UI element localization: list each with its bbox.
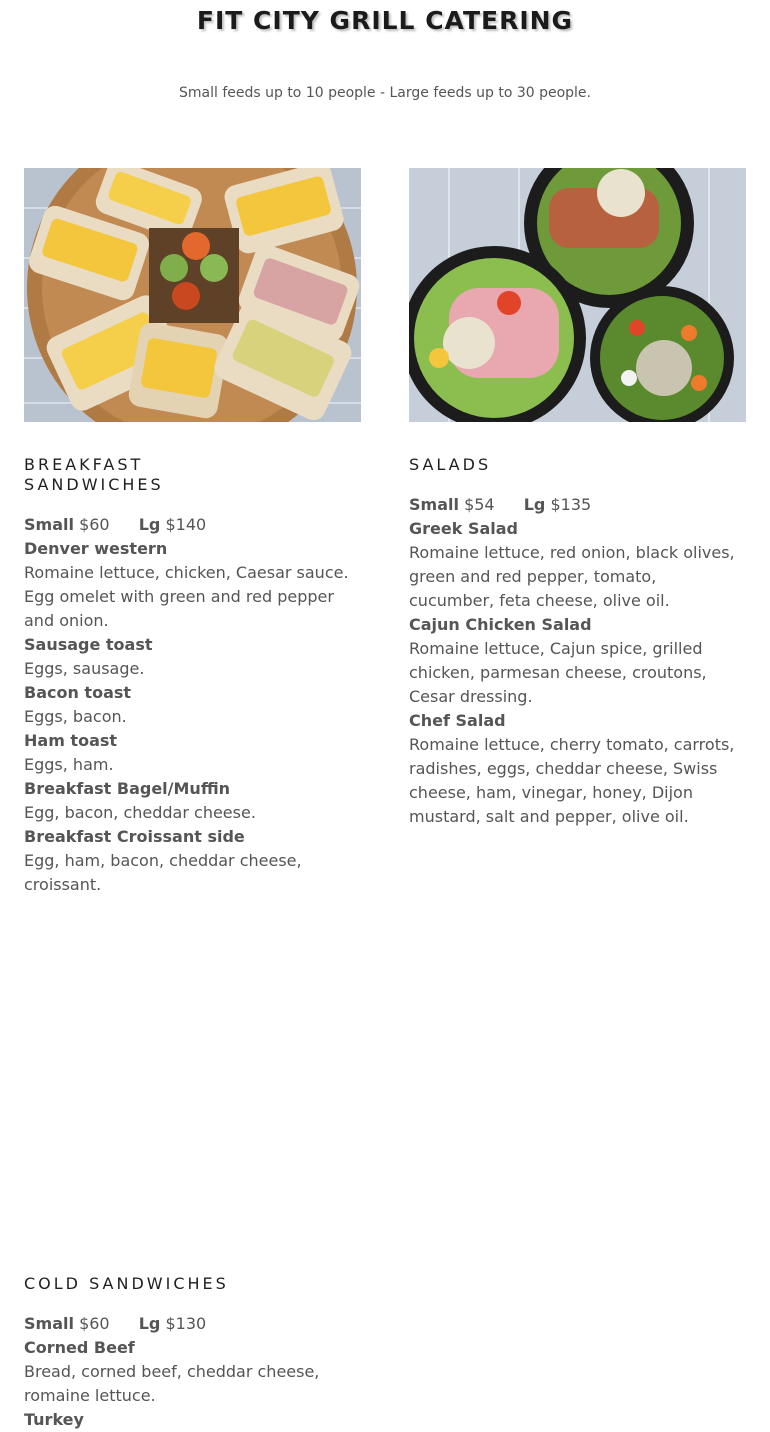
small-price: $54: [464, 495, 495, 514]
menu-item-desc: Romaine lettuce, cherry tomato, carrots, radishes, eggs, cheddar cheese, Swiss cheese, ham, vinegar, honey, Dijon mustard, salt and pepper, olive oil.: [409, 735, 735, 826]
large-label: Lg: [138, 515, 161, 534]
menu-item-name: Chef Salad: [409, 711, 506, 730]
price-row: [24, 1312, 361, 1336]
large-price: $130: [165, 1314, 207, 1333]
menu-item-name: Bacon toast: [24, 683, 132, 702]
small-label: Small: [409, 495, 459, 514]
section-heading: COLD SANDWICHES: [24, 1274, 229, 1293]
small-label: Small: [24, 1314, 74, 1333]
menu-item-desc: Romaine lettuce, Cajun spice, grilled chicken, parmesan cheese, croutons, Cesar dressing.: [409, 639, 707, 706]
breakfast-sandwich-photo: [24, 168, 361, 422]
menu-item-desc: Egg, ham, bacon, cheddar cheese, croissant.: [24, 851, 302, 894]
menu-item-name: Denver western: [24, 539, 168, 558]
page-title: FIT CITY GRILL CATERING: [196, 6, 574, 35]
menu-item-desc: Eggs, sausage.: [24, 659, 145, 678]
menu-item-name: Breakfast Bagel/Muffin: [24, 779, 231, 798]
menu-item-desc: Eggs, ham.: [24, 755, 114, 774]
menu-item-name: Cajun Chicken Salad: [409, 615, 592, 634]
menu-item-name: Turkey: [24, 1410, 84, 1429]
large-label: Lg: [523, 495, 546, 514]
menu-item-name: Corned Beef: [24, 1338, 135, 1357]
menu-item-desc: Eggs, bacon.: [24, 707, 127, 726]
small-label: Small: [24, 515, 74, 534]
small-price: $60: [79, 515, 110, 534]
section-cold-sandwiches: [24, 1274, 361, 1432]
section-heading: SALADS: [409, 455, 492, 474]
price-row: [409, 493, 746, 517]
section-breakfast-sandwiches: [24, 168, 361, 897]
large-price: $140: [165, 515, 207, 534]
menu-item-desc: Romaine lettuce, chicken, Caesar sauce. Egg omelet with green and red pepper and onion.: [24, 563, 349, 630]
menu-item-name: Sausage toast: [24, 635, 153, 654]
menu-item-name: Breakfast Croissant side: [24, 827, 245, 846]
price-row: [24, 513, 361, 537]
menu-item-desc: Romaine lettuce, red onion, black olives, green and red pepper, tomato, cucumber, feta cheese, olive oil.: [409, 543, 735, 610]
section-salads: [409, 168, 746, 829]
section-heading: BREAKFAST SANDWICHES: [24, 455, 164, 494]
menu-item-name: Greek Salad: [409, 519, 518, 538]
menu-item-desc: Egg, bacon, cheddar cheese.: [24, 803, 256, 822]
page-subtitle: Small feeds up to 10 people - Large feeds up to 30 people.: [178, 85, 591, 101]
menu-item-desc: Bread, corned beef, cheddar cheese, romaine lettuce.: [24, 1362, 320, 1405]
large-price: $135: [550, 495, 592, 514]
menu-item-name: Ham toast: [24, 731, 118, 750]
salad-photo: [409, 168, 746, 422]
large-label: Lg: [138, 1314, 161, 1333]
small-price: $60: [79, 1314, 110, 1333]
